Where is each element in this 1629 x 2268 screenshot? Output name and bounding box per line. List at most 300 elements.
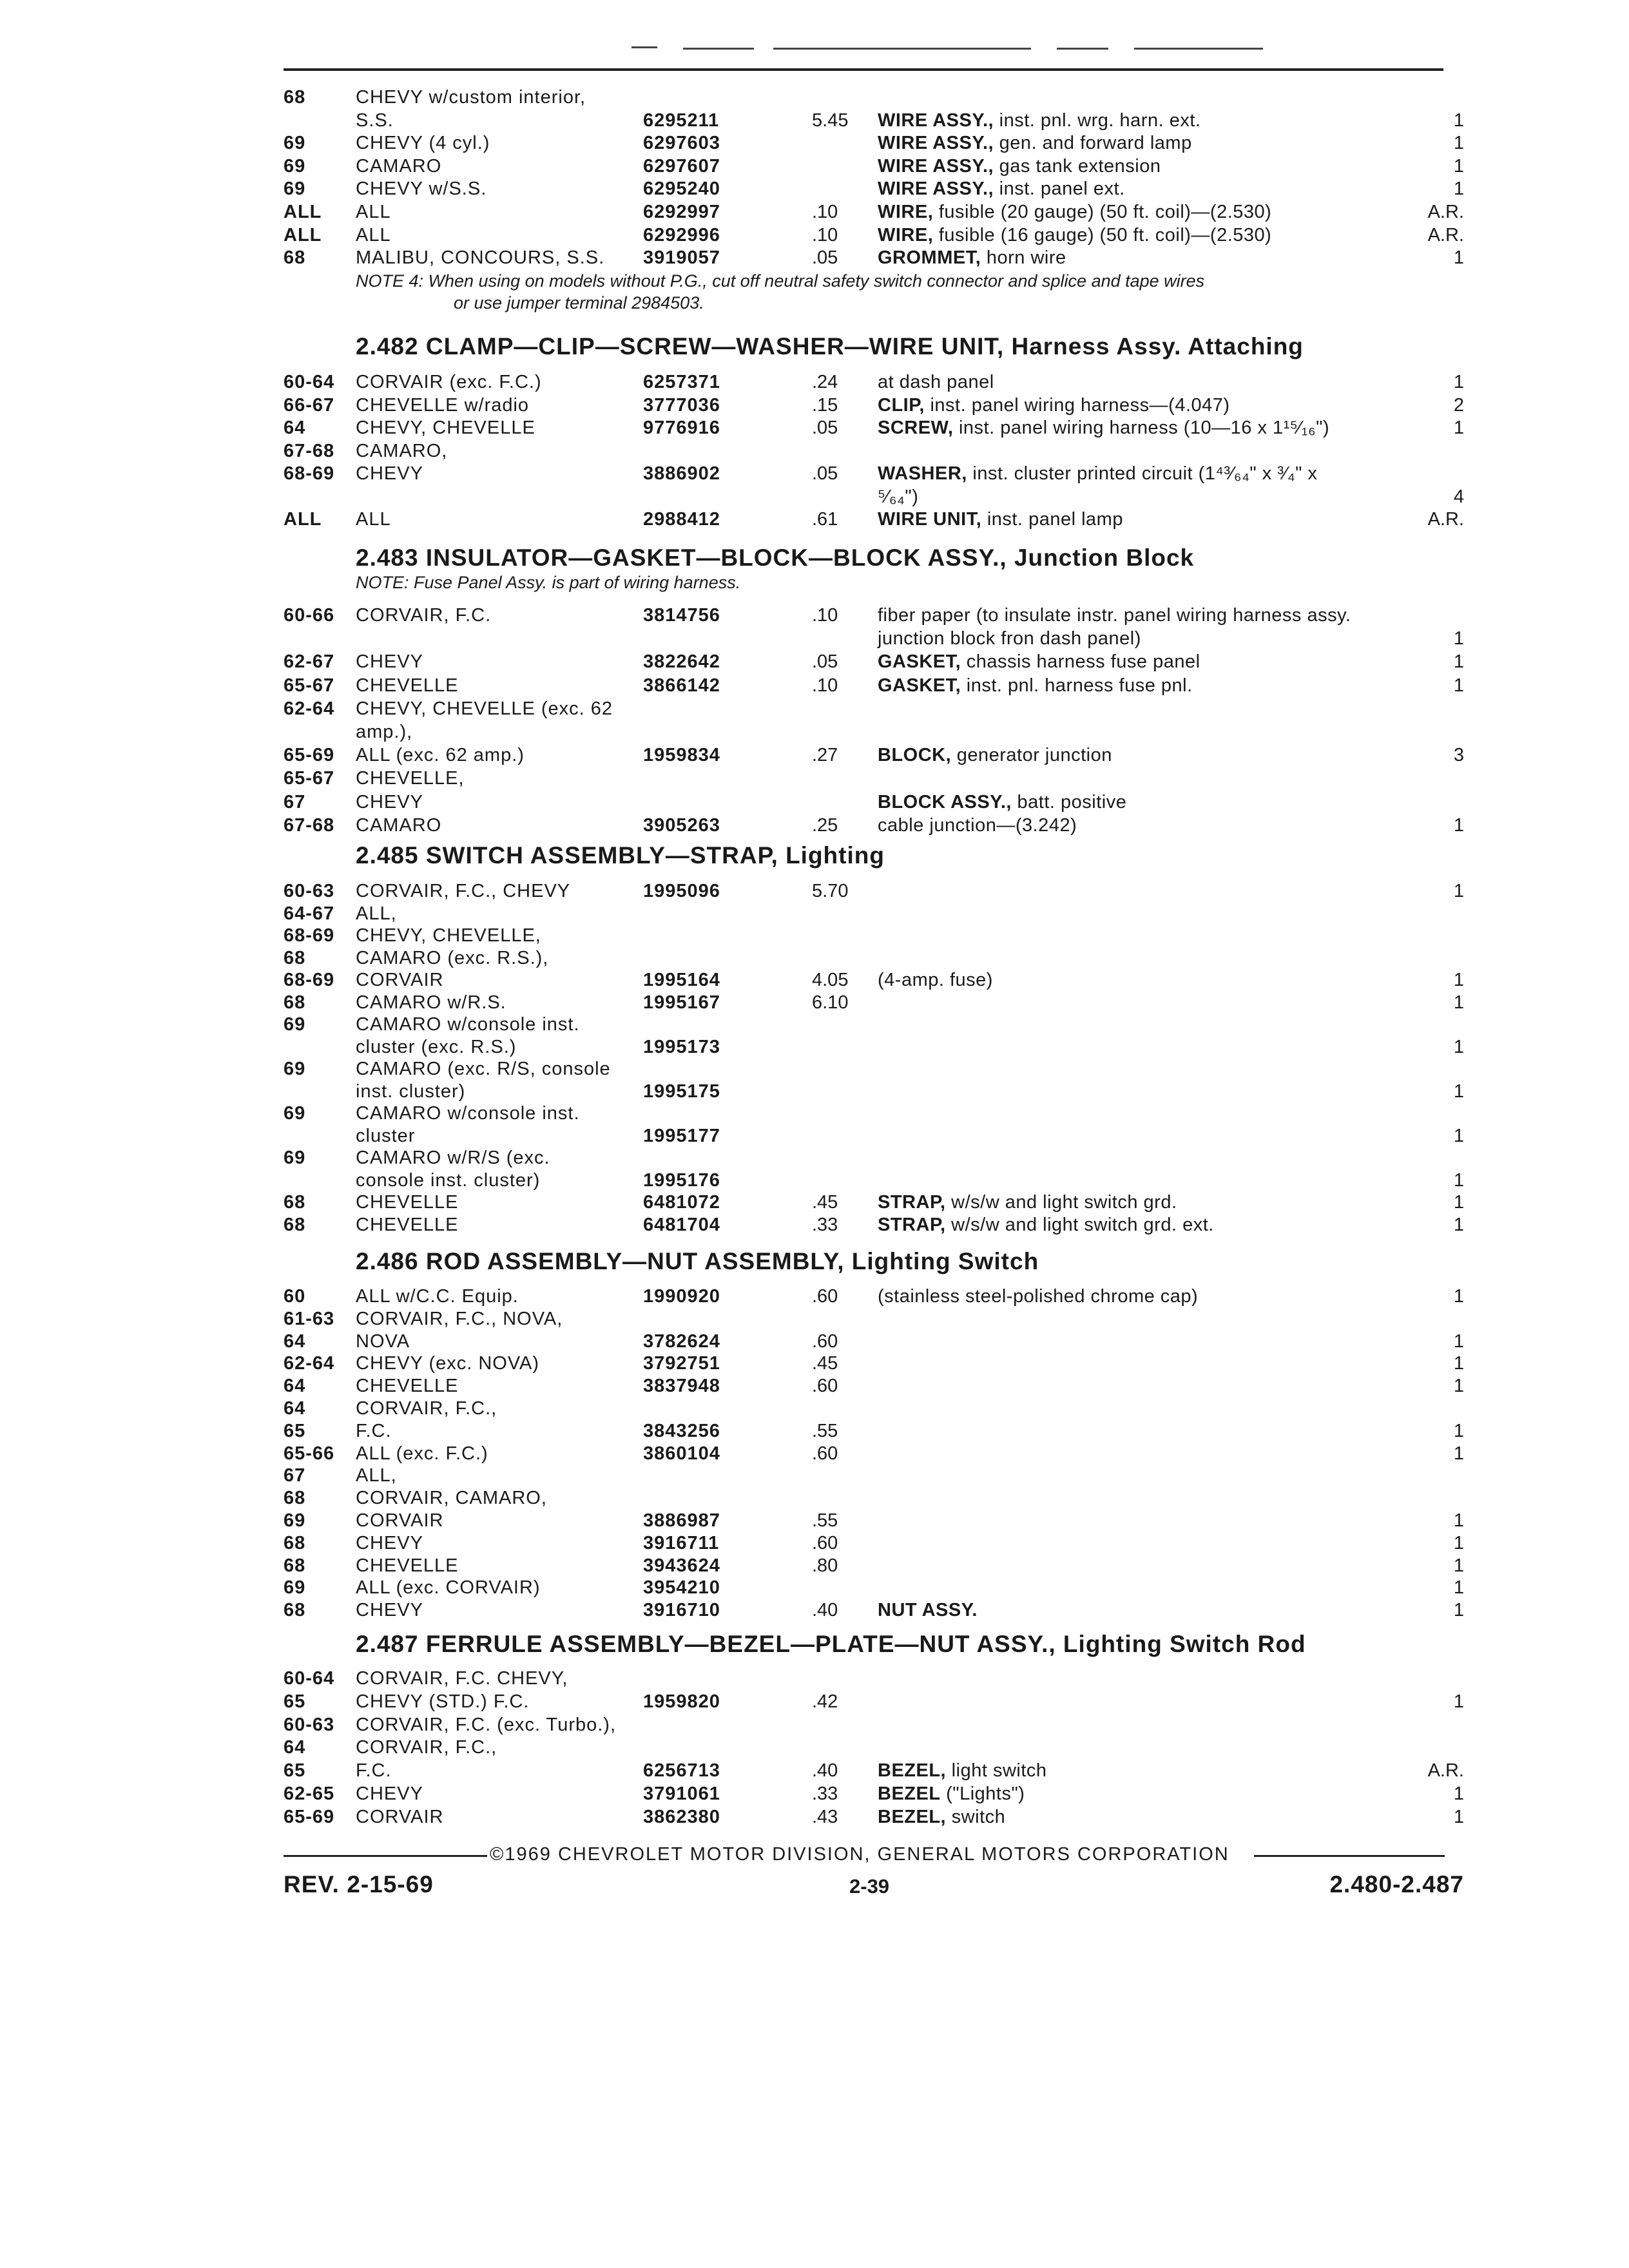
list-price: .40: [812, 1760, 838, 1782]
part-number: 3792751: [643, 1353, 720, 1374]
part-description: [878, 1285, 1198, 1307]
section-title-2-486: 2.486 ROD ASSEMBLY—NUT ASSEMBLY, Lighting Switch: [356, 1248, 1039, 1274]
list-price: .60: [812, 1376, 838, 1397]
quantity: 4: [1453, 486, 1464, 507]
part-detail: chassis harness fuse panel: [961, 651, 1200, 673]
quantity: 1: [1453, 1125, 1464, 1146]
model-year: 68: [284, 1532, 306, 1553]
table-row: [0, 1599, 1629, 1621]
table-row: [0, 1465, 1629, 1486]
list-price: .05: [812, 418, 838, 438]
part-description: [878, 1760, 1047, 1782]
part-detail: switch: [946, 1806, 1006, 1827]
model-year: 64: [284, 1737, 306, 1758]
model-year: 68: [284, 947, 306, 968]
part-description: [878, 1214, 1214, 1236]
part-description: [878, 1806, 1005, 1828]
model-year: 68: [284, 1488, 306, 1509]
part-name: CLIP,: [878, 394, 925, 416]
table-row: [0, 201, 1629, 223]
top-scan-mark: [683, 48, 754, 50]
table-row: [0, 1783, 1629, 1805]
model-applicability: CORVAIR, CAMARO,: [356, 1488, 547, 1509]
list-price: .10: [812, 605, 838, 626]
model-applicability: ALL w/C.C. Equip.: [356, 1286, 519, 1307]
table-row: [0, 651, 1629, 673]
part-description: [878, 744, 1112, 766]
model-year: 60-64: [284, 1668, 335, 1689]
part-number: 3782624: [643, 1331, 720, 1352]
list-price: .24: [812, 372, 838, 392]
part-description: [878, 791, 1126, 813]
model-applicability: console inst. cluster): [356, 1169, 541, 1191]
list-price: .60: [812, 1286, 838, 1307]
table-row: [0, 1420, 1629, 1442]
model-year: 64: [284, 418, 306, 438]
part-description: [878, 486, 918, 508]
part-number: 3860104: [643, 1443, 720, 1464]
model-year: 62-64: [284, 698, 335, 719]
part-name: STRAP,: [878, 1192, 946, 1213]
quantity: 1: [1453, 155, 1464, 177]
table-row: [0, 1147, 1629, 1169]
header-rule: [284, 68, 1443, 71]
table-row: [0, 698, 1629, 720]
part-detail: ("Lights"): [940, 1783, 1025, 1804]
model-year: 64-67: [284, 903, 335, 924]
model-year: 64: [284, 1376, 306, 1397]
part-number: 3919057: [643, 247, 720, 269]
part-detail: cable junction—(3.242): [878, 814, 1077, 836]
model-applicability: CHEVY (exc. NOVA): [356, 1353, 540, 1374]
list-price: 5.45: [812, 110, 849, 131]
part-number: 1995164: [643, 970, 720, 990]
table-row: [0, 155, 1629, 177]
part-number: 6297603: [643, 133, 720, 154]
part-detail: gas tank extension: [994, 155, 1161, 177]
quantity: 2: [1453, 394, 1464, 416]
quantity: 1: [1453, 1169, 1464, 1191]
part-description: [878, 508, 1123, 530]
part-detail: (4-amp. fuse): [878, 970, 993, 990]
table-row: [0, 1691, 1629, 1713]
page-number: 2-39: [849, 1875, 890, 1898]
part-number: 9776916: [643, 418, 720, 438]
part-name: WASHER,: [878, 463, 967, 484]
model-applicability: MALIBU, CONCOURS, S.S.: [356, 247, 605, 269]
model-year: 68: [284, 992, 306, 1013]
model-year: 69: [284, 155, 306, 177]
model-applicability: CHEVY, CHEVELLE (exc. 62: [356, 698, 613, 719]
model-year: 68-69: [284, 925, 335, 946]
model-applicability: CORVAIR, F.C.: [356, 605, 492, 626]
part-description: [878, 628, 1141, 649]
table-row: [0, 417, 1629, 439]
part-number: 1995173: [643, 1036, 720, 1057]
part-number: 3843256: [643, 1420, 720, 1441]
table-row: [0, 744, 1629, 766]
table-row: [0, 628, 1629, 649]
table-row: [0, 1398, 1629, 1419]
table-row: [0, 440, 1629, 462]
model-year: 67: [284, 1465, 306, 1486]
list-price: .27: [812, 745, 838, 766]
part-description: [878, 675, 1193, 697]
top-scan-mark: [631, 46, 657, 48]
model-year: 69: [284, 178, 306, 200]
part-name: STRAP,: [878, 1214, 946, 1235]
list-price: 4.05: [812, 970, 849, 990]
model-year: 60: [284, 1286, 306, 1307]
part-detail: ⁵⁄₆₄"): [878, 486, 919, 507]
footer-rule-right: [1254, 1855, 1445, 1857]
part-detail: junction block fron dash panel): [878, 628, 1141, 649]
quantity: 1: [1453, 1532, 1464, 1553]
revision-date: REV. 2-15-69: [284, 1871, 434, 1898]
quantity: 1: [1453, 970, 1464, 990]
part-detail: inst. pnl. harness fuse pnl.: [961, 675, 1193, 696]
part-detail: inst. cluster printed circuit (1⁴³⁄₆₄" x ³⁄₄" x: [967, 463, 1318, 484]
list-price: 6.10: [812, 992, 849, 1013]
part-number: 3905263: [643, 814, 720, 836]
table-row: [0, 992, 1629, 1014]
model-applicability: cluster: [356, 1125, 416, 1146]
table-row: [0, 675, 1629, 697]
table-row: [0, 1510, 1629, 1532]
table-row: [0, 1736, 1629, 1758]
part-number: 3814756: [643, 605, 720, 626]
quantity: 1: [1453, 1510, 1464, 1531]
section-note-2-483: NOTE: Fuse Panel Assy. is part of wiring harness.: [356, 573, 741, 592]
part-number: 3916710: [643, 1600, 720, 1621]
table-row: [0, 1532, 1629, 1554]
model-year: 69: [284, 1148, 306, 1168]
part-name: BEZEL,: [878, 1760, 947, 1782]
quantity: 1: [1453, 881, 1464, 901]
list-price: .45: [812, 1353, 838, 1374]
model-applicability: CAMARO w/console inst.: [356, 1103, 580, 1124]
list-price: .45: [812, 1192, 838, 1213]
quantity: 1: [1453, 1420, 1464, 1441]
table-row: [0, 1125, 1629, 1147]
part-description: [878, 463, 1318, 485]
model-applicability: S.S.: [356, 110, 394, 131]
model-applicability: CORVAIR, F.C. CHEVY,: [356, 1668, 568, 1689]
section-range: 2.480-2.487: [1329, 1871, 1464, 1898]
part-detail: inst. panel wiring harness—(4.047): [924, 394, 1230, 416]
table-row: [0, 1102, 1629, 1124]
quantity: 1: [1453, 178, 1464, 200]
part-detail: inst. pnl. wrg. harn. ext.: [994, 110, 1201, 131]
part-name: BEZEL,: [878, 1806, 947, 1827]
part-number: 6481072: [643, 1192, 720, 1213]
table-row: [0, 1058, 1629, 1080]
part-number: 6297607: [643, 155, 720, 177]
list-price: .33: [812, 1214, 838, 1235]
part-description: [878, 224, 1271, 246]
part-name: GASKET,: [878, 675, 961, 696]
quantity: A.R.: [1427, 202, 1464, 222]
part-detail: fusible (20 gauge) (50 ft. coil)—(2.530): [933, 202, 1272, 222]
model-applicability: CAMARO,: [356, 440, 448, 461]
section-title-2-485: 2.485 SWITCH ASSEMBLY—STRAP, Lighting: [356, 842, 885, 869]
part-description: [878, 651, 1200, 673]
part-detail: gen. and forward lamp: [994, 133, 1192, 154]
model-applicability: CHEVELLE: [356, 1214, 459, 1235]
model-year: 60-66: [284, 605, 335, 626]
part-description: [878, 1191, 1177, 1213]
note-4-line-1: NOTE 4: When using on models without P.G., cut off neutral safety switch connector and splice and tape wires: [356, 271, 1205, 291]
quantity: 1: [1453, 628, 1464, 649]
part-detail: light switch: [946, 1760, 1047, 1782]
part-description: [878, 1599, 978, 1621]
top-scan-mark: [1057, 48, 1108, 50]
model-year: 69: [284, 133, 306, 154]
table-row: [0, 486, 1629, 508]
model-year: 68: [284, 87, 306, 108]
quantity: 1: [1453, 1443, 1464, 1464]
table-row: [0, 86, 1629, 108]
model-year: 65: [284, 1691, 306, 1712]
part-number: 3886902: [643, 463, 720, 484]
part-description: [878, 110, 1200, 131]
model-applicability: CHEVY (4 cyl.): [356, 133, 490, 154]
part-number: 3791061: [643, 1783, 720, 1804]
list-price: .40: [812, 1600, 838, 1621]
model-year: 69: [284, 1510, 306, 1531]
note-4-line-2: or use jumper terminal 2984503.: [454, 293, 704, 312]
model-year: 68-69: [284, 463, 335, 484]
quantity: 1: [1453, 1577, 1464, 1599]
list-price: .43: [812, 1806, 838, 1827]
model-applicability: CHEVELLE: [356, 1555, 459, 1576]
part-detail: fusible (16 gauge) (50 ft. coil)—(2.530): [933, 224, 1272, 245]
table-row: [0, 814, 1629, 836]
model-year: 66-67: [284, 394, 335, 416]
quantity: 1: [1453, 1783, 1464, 1804]
quantity: A.R.: [1427, 224, 1464, 245]
model-applicability: F.C.: [356, 1420, 392, 1441]
quantity: 1: [1453, 675, 1464, 696]
copyright-notice: ©1969 CHEVROLET MOTOR DIVISION, GENERAL MOTORS CORPORATION: [490, 1844, 1229, 1865]
model-applicability: CORVAIR: [356, 1510, 444, 1531]
table-row: [0, 1331, 1629, 1352]
quantity: 1: [1453, 1806, 1464, 1827]
model-applicability: ALL: [356, 202, 391, 222]
part-number: 6295211: [643, 110, 720, 131]
part-number: 6256713: [643, 1760, 720, 1782]
table-row: [0, 247, 1629, 269]
quantity: 1: [1453, 814, 1464, 836]
model-year: 60-63: [284, 881, 335, 901]
list-price: .05: [812, 651, 838, 673]
footer-rule-left: [284, 1855, 487, 1857]
list-price: .05: [812, 463, 838, 484]
section-title-2-487: 2.487 FERRULE ASSEMBLY—BEZEL—PLATE—NUT ASSY., Lighting Switch Rod: [356, 1631, 1306, 1657]
part-detail: generator junction: [951, 745, 1112, 766]
model-year: 68: [284, 1192, 306, 1213]
model-applicability: CHEVY, CHEVELLE,: [356, 925, 541, 946]
quantity: 1: [1453, 1600, 1464, 1621]
part-name: BEZEL: [878, 1783, 941, 1804]
quantity: 1: [1453, 110, 1464, 131]
table-row: [0, 463, 1629, 485]
model-applicability: CAMARO (exc. R.S.),: [356, 947, 549, 968]
model-applicability: inst. cluster): [356, 1081, 466, 1102]
part-name: NUT ASSY.: [878, 1600, 978, 1621]
list-price: .55: [812, 1420, 838, 1441]
quantity: 3: [1453, 745, 1464, 766]
part-number: 6292997: [643, 202, 720, 222]
model-applicability: CHEVY: [356, 463, 423, 484]
table-row: [0, 880, 1629, 902]
model-year: 60-63: [284, 1714, 335, 1735]
part-number: 3837948: [643, 1376, 720, 1397]
part-description: [878, 201, 1271, 223]
part-description: [878, 1783, 1025, 1805]
model-year: 67: [284, 791, 306, 812]
quantity: 1: [1453, 1555, 1464, 1576]
model-year: 68-69: [284, 970, 335, 990]
model-applicability: CORVAIR, F.C.,: [356, 1398, 497, 1419]
model-year: 69: [284, 1103, 306, 1124]
part-name: WIRE ASSY.,: [878, 178, 994, 200]
model-applicability: CHEVY, CHEVELLE: [356, 418, 535, 438]
part-number: 3943624: [643, 1555, 720, 1576]
list-price: .42: [812, 1691, 838, 1712]
model-applicability: CHEVY w/S.S.: [356, 178, 487, 200]
model-year: 65: [284, 1420, 306, 1441]
table-row: [0, 1667, 1629, 1689]
quantity: A.R.: [1427, 509, 1464, 530]
model-year: ALL: [284, 202, 322, 222]
model-year: 64: [284, 1331, 306, 1352]
model-applicability: F.C.: [356, 1760, 392, 1782]
part-detail: inst. panel wiring harness (10—16 x 1¹⁵⁄₁₆"): [953, 418, 1330, 438]
table-row: [0, 132, 1629, 154]
table-row: [0, 1555, 1629, 1577]
model-year: 68: [284, 1600, 306, 1621]
part-name: BLOCK ASSY.,: [878, 791, 1012, 812]
list-price: .10: [812, 675, 838, 696]
top-scan-mark: [773, 48, 1031, 50]
quantity: 1: [1453, 1353, 1464, 1374]
part-number: 3866142: [643, 675, 720, 696]
model-applicability: CHEVY: [356, 1783, 423, 1804]
table-row: [0, 925, 1629, 947]
part-number: 6481704: [643, 1214, 720, 1235]
part-number: 1995167: [643, 992, 720, 1013]
list-price: .25: [812, 814, 838, 836]
part-number: 3886987: [643, 1510, 720, 1531]
model-year: 65-69: [284, 1806, 335, 1827]
part-number: 3954210: [643, 1577, 720, 1599]
part-description: [878, 394, 1230, 416]
list-price: .10: [812, 202, 838, 222]
model-year: 64: [284, 1398, 306, 1419]
table-row: [0, 791, 1629, 813]
table-row: [0, 1487, 1629, 1509]
model-year: 62-65: [284, 1783, 335, 1804]
part-number: 1995175: [643, 1081, 720, 1102]
list-price: .60: [812, 1443, 838, 1464]
model-year: 65-66: [284, 1443, 335, 1464]
quantity: 1: [1453, 992, 1464, 1013]
part-name: BLOCK,: [878, 745, 952, 766]
part-detail: fiber paper (to insulate instr. panel wiring harness assy.: [878, 605, 1351, 626]
part-description: [878, 132, 1192, 154]
model-applicability: CAMARO w/console inst.: [356, 1014, 580, 1035]
part-detail: batt. positive: [1011, 791, 1127, 812]
list-price: .60: [812, 1331, 838, 1352]
model-applicability: CORVAIR, F.C., NOVA,: [356, 1308, 563, 1329]
part-name: GROMMET,: [878, 247, 981, 269]
model-year: 68: [284, 1555, 306, 1576]
model-year: 69: [284, 1014, 306, 1035]
model-year: 67-68: [284, 440, 335, 461]
list-price: .05: [812, 247, 838, 269]
model-applicability: CORVAIR, F.C. (exc. Turbo.),: [356, 1714, 617, 1735]
table-row: [0, 1285, 1629, 1307]
table-row: [0, 1214, 1629, 1236]
model-year: 69: [284, 1059, 306, 1079]
part-description: [878, 155, 1161, 177]
model-applicability: ALL: [356, 224, 391, 245]
part-number: 3862380: [643, 1806, 720, 1827]
table-row: [0, 1375, 1629, 1397]
part-detail: inst. panel ext.: [994, 178, 1125, 200]
quantity: 1: [1453, 1081, 1464, 1102]
model-applicability: CAMARO (exc. R/S, console: [356, 1059, 611, 1079]
table-row: [0, 1014, 1629, 1035]
model-applicability: cluster (exc. R.S.): [356, 1036, 517, 1057]
part-number: 3822642: [643, 651, 720, 673]
quantity: 1: [1453, 1286, 1464, 1307]
table-row: [0, 947, 1629, 969]
model-year: 60-64: [284, 372, 335, 392]
part-name: WIRE ASSY.,: [878, 110, 994, 131]
model-year: 61-63: [284, 1308, 335, 1329]
model-applicability: CHEVY: [356, 651, 423, 673]
model-year: ALL: [284, 509, 322, 530]
model-applicability: CORVAIR, F.C., CHEVY: [356, 881, 571, 901]
model-year: 69: [284, 1577, 306, 1599]
model-applicability: CAMARO w/R.S.: [356, 992, 506, 1013]
model-year: 68: [284, 247, 306, 269]
quantity: 1: [1453, 418, 1464, 438]
part-number: 2988412: [643, 509, 720, 530]
part-detail: inst. panel lamp: [981, 509, 1123, 530]
table-row: [0, 371, 1629, 393]
model-applicability: CHEVY (STD.) F.C.: [356, 1691, 530, 1712]
top-scan-mark: [1134, 48, 1263, 50]
part-name: SCREW,: [878, 418, 954, 438]
model-applicability: CORVAIR: [356, 1806, 444, 1827]
table-row: [0, 1308, 1629, 1330]
model-year: 68: [284, 1214, 306, 1235]
table-row: [0, 969, 1629, 991]
list-price: .10: [812, 224, 838, 245]
part-number: 6295240: [643, 178, 720, 200]
model-year: 62-64: [284, 1353, 335, 1374]
section-title-2-482: 2.482 CLAMP—CLIP—SCREW—WASHER—WIRE UNIT, Harness Assy. Attaching: [356, 333, 1304, 360]
model-applicability: CAMARO: [356, 814, 442, 836]
quantity: 1: [1453, 372, 1464, 392]
table-row: [0, 1191, 1629, 1213]
list-price: 5.70: [812, 881, 849, 901]
model-applicability: CHEVY w/custom interior,: [356, 87, 586, 108]
model-applicability: CHEVELLE: [356, 1192, 459, 1213]
